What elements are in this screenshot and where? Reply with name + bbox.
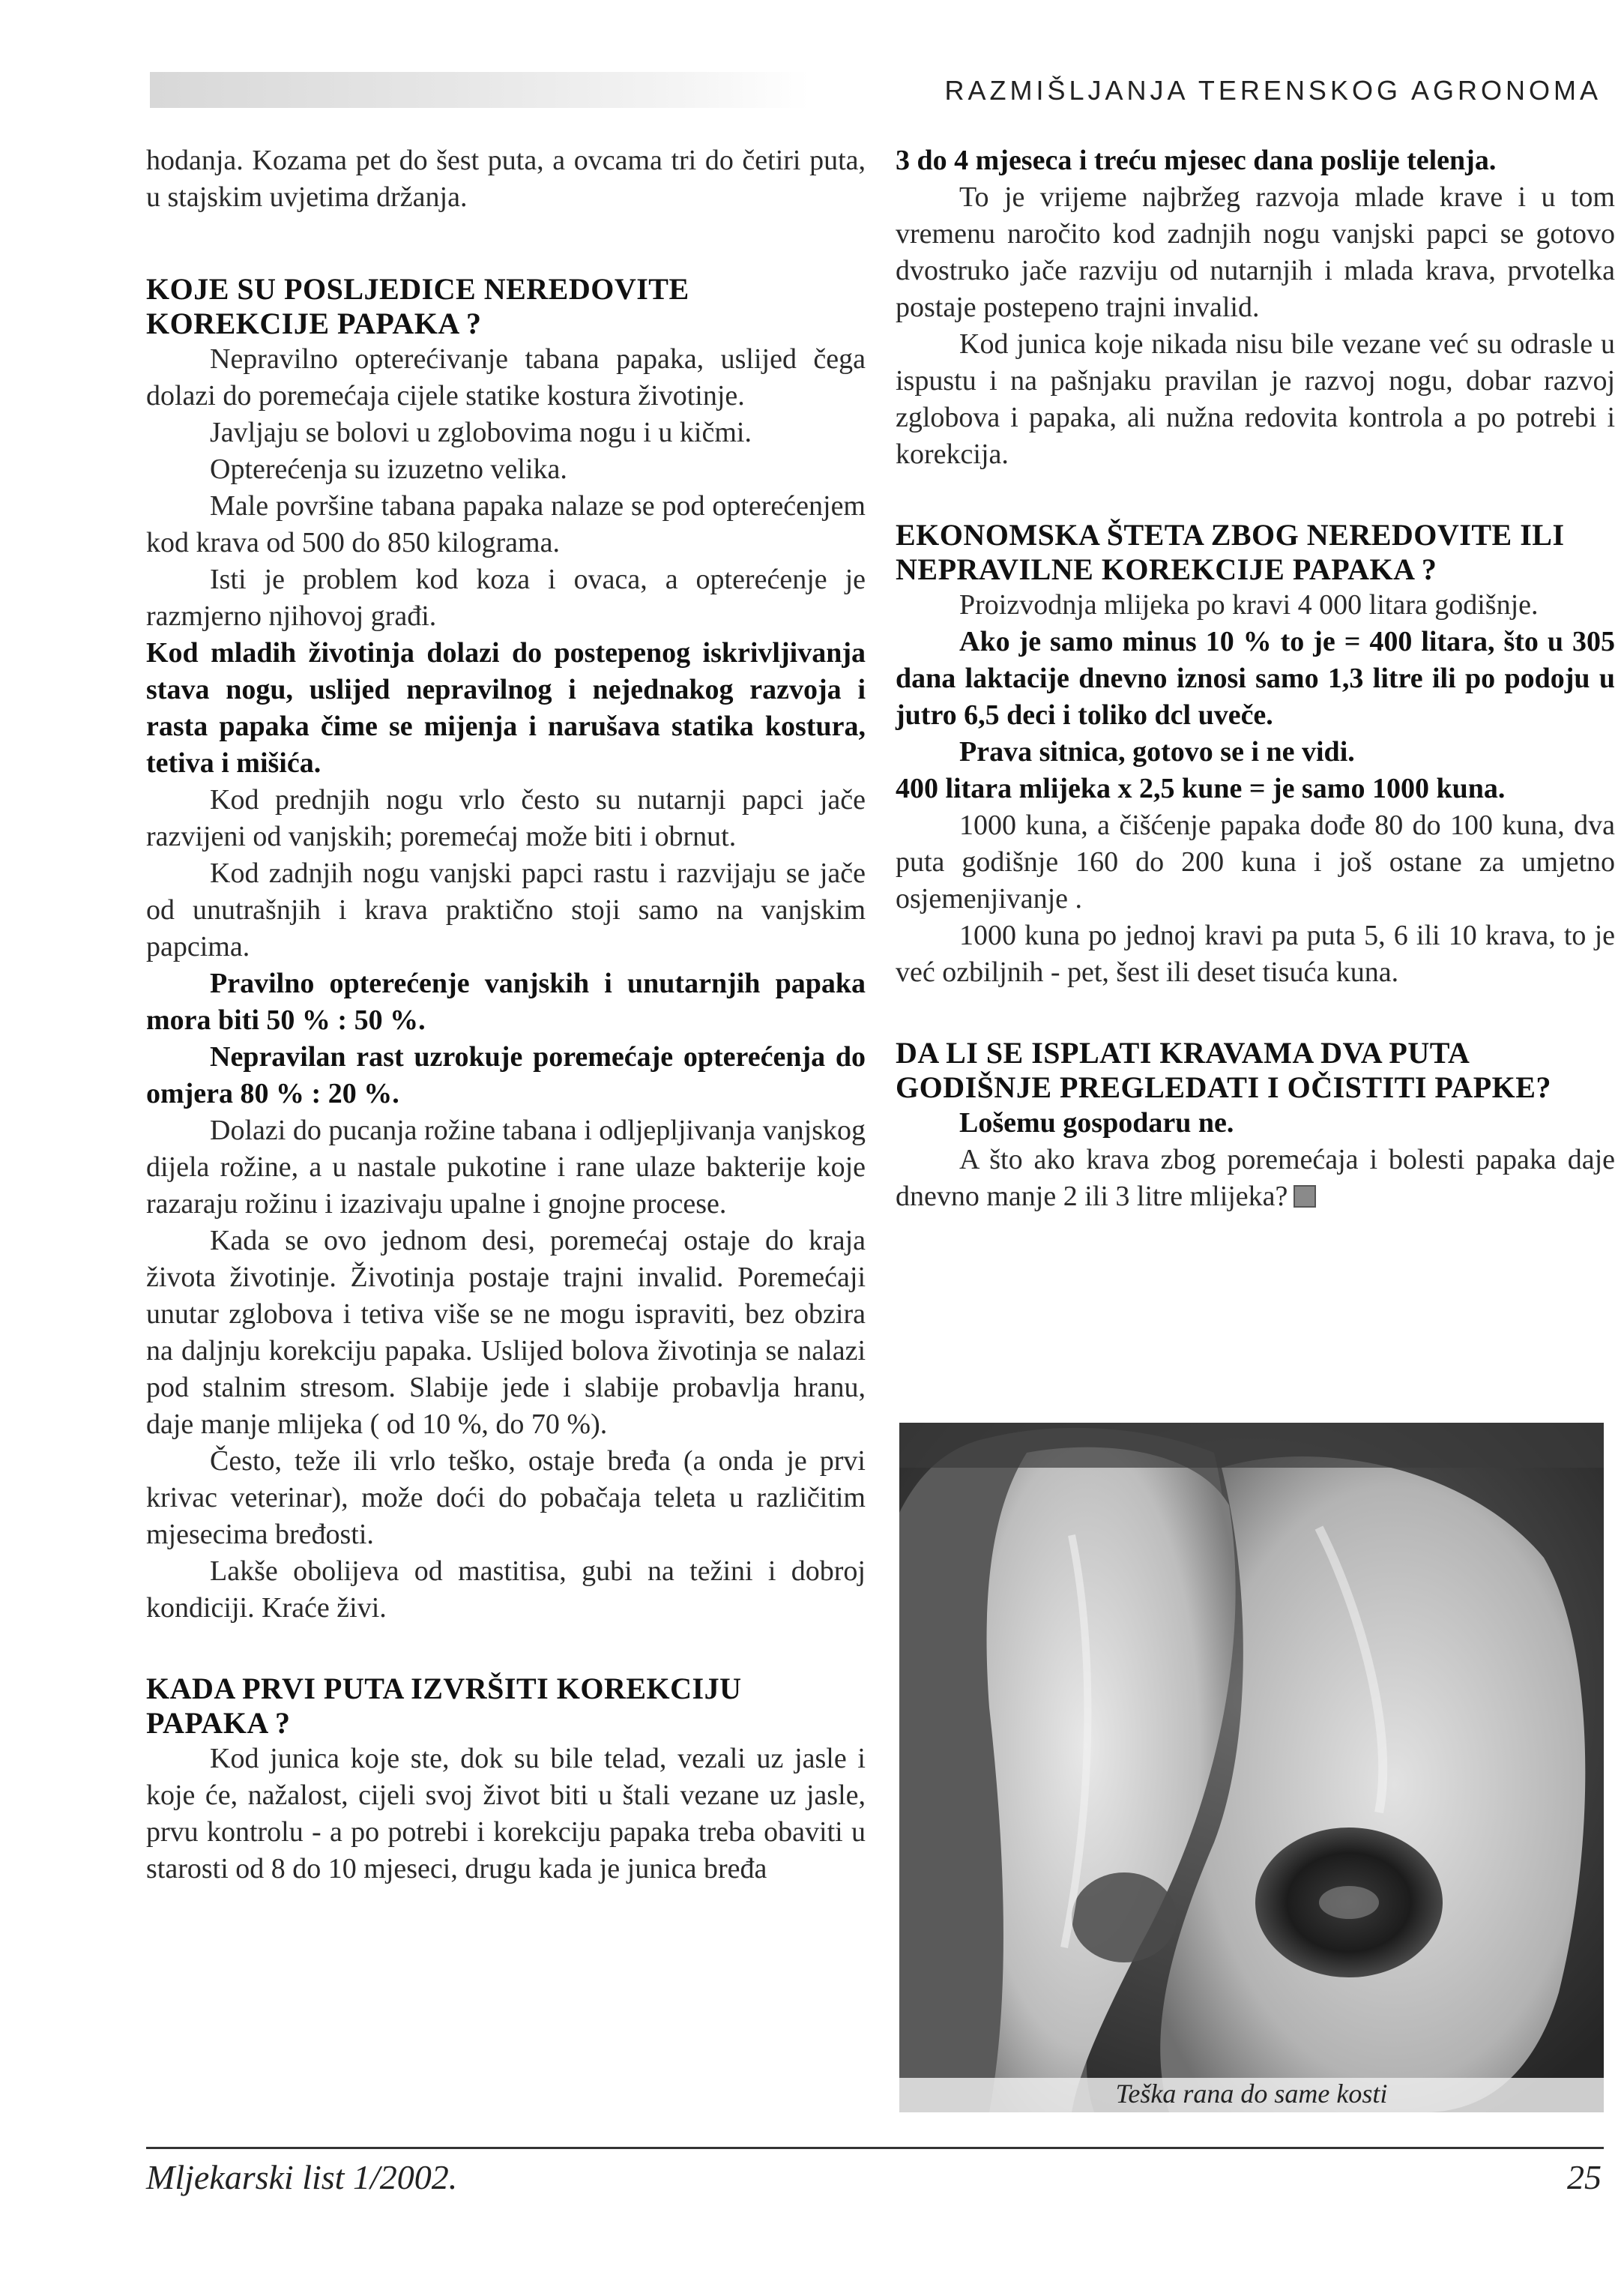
section-heading-economic-damage: EKONOMSKA ŠTETA ZBOG NEREDOVITE ILI NEPRAVILNE KOREKCIJE PAPAKA ? <box>896 518 1565 586</box>
paragraph: Lakše obolijeva od mastitisa, gubi na težini i dobroj kondiciji. Kraće živi. <box>146 1555 866 1624</box>
photo-caption: Teška rana do same kosti <box>899 2078 1604 2112</box>
intro-paragraph: hodanja. Kozama pet do šest puta, a ovcama tri do četiri puta, u stajskim uvjetima držanja. <box>146 145 866 213</box>
page-number: 25 <box>1567 2158 1602 2196</box>
right-column <box>896 142 1615 1215</box>
section-heading-consequences: KOJE SU POSLJEDICE NEREDOVITE KOREKCIJE PAPAKA ? <box>146 272 689 340</box>
running-head: RAZMIŠLJANJA TERENSKOG AGRONOMA <box>944 75 1602 106</box>
footer-rule <box>146 2147 1604 2149</box>
continued-bold-paragraph: 3 do 4 mjeseca i treću mjesec dana poslije telenja. <box>896 145 1497 176</box>
paragraph: Kod zadnjih nogu vanjski papci rastu i razvijaju se jače od unutrašnjih i krava praktično stoji samo na vanjskim papcima. <box>146 858 866 962</box>
bold-run: prvu kontrolu - a po potrebi i korekciju papaka treba obaviti u starosti od 8 do 10 mjeseci, drugu kada je junica bređa <box>146 1816 866 1884</box>
paragraph: Dolazi do pucanja rožine tabana i odljepljivanja vanjskog dijela rožine, a u nastale pukotine i rane ulaze bakterije koje razaraju rožinu i izazivaju upalne i gnojne procese. <box>146 1115 866 1220</box>
publication-name: Mljekarski list 1/2002. <box>146 2158 458 2196</box>
text-run: Kod junica koje ste, dok su bile telad, vezali uz jasle i koje će, nažalost, cijeli svoj život biti u štali vezane uz jasle, <box>146 1743 866 1811</box>
bold-paragraph: Ako je samo minus 10 % to je = 400 litara, što u 305 dana laktacije dnevno iznosi samo 1,3 litre ili po podoju u jutro 6,5 deci i toliko dcl uveče. <box>896 626 1615 731</box>
paragraph: Javljaju se bolovi u zglobovima nogu i u kičmi. <box>210 417 752 448</box>
bold-paragraph: Kod mladih životinja dolazi do postepenog iskrivljivanja stava nogu, uslijed nepravilnog i nejednakog razvoja i rasta papaka čime se mijenja i narušava statika kostura, tetiva i mišića. <box>146 637 866 779</box>
end-of-article-icon <box>1294 1185 1316 1208</box>
header-decorative-bar <box>150 72 809 108</box>
text-run: (a onda je prvi krivac veterinar), može doći do pobačaja teleta u različitim mjesecima bređosti. <box>146 1445 866 1550</box>
paragraph: Male površine tabana papaka nalaze se pod opterećenjem kod krava od 500 do 850 kilograma. <box>146 490 866 558</box>
text-run: Životinja postaje trajni invalid. Poremećaji unutar zglobova i tetiva više se ne mogu ispraviti, bez obzira na daljnju korekciju papaka. Uslijed bolova životinja se nalazi pod stalnim stresom. Slabije jede i slabije probavlja hranu, daje manje mlijeka ( od 10 %, do 70 %). <box>146 1262 866 1440</box>
paragraph: Kod prednjih nogu vrlo često su nutarnji papci jače razvijeni od vanjskih; poremećaj može biti i obrnut. <box>146 784 866 852</box>
text-run: A što ako krava zbog poremećaja i bolesti papaka daje dnevno manje 2 ili 3 litre mlijeka? <box>896 1144 1615 1212</box>
paragraph: 1000 kuna po jednoj kravi pa puta 5, 6 ili 10 krava, to je već ozbiljnih - pet, šest ili deset tisuća kuna. <box>896 920 1615 988</box>
paragraph: Kod junica koje nikada nisu bile vezane već su odrasle u ispustu i na pašnjaku pravilan je razvoj nogu, dobar razvoj zglobova i papaka, ali nužna redovita kontrola a po potrebi i korekcija. <box>896 328 1615 470</box>
paragraph <box>896 1142 1615 1215</box>
left-column <box>146 142 866 1887</box>
paragraph: Isti je problem kod koza i ovaca, a opterećenje je razmjerno njihovoj građi. <box>146 564 866 632</box>
bold-run: Kada se ovo jednom desi, poremećaj ostaje do kraja života životinje. <box>146 1225 866 1293</box>
bold-run: Često, teže ili vrlo teško, ostaje bređa <box>210 1445 671 1477</box>
bold-paragraph: Prava sitnica, gotovo se i ne vidi. <box>959 736 1355 768</box>
bold-paragraph: Lošemu gospodaru ne. <box>959 1107 1234 1139</box>
mixed-paragraph <box>146 1223 866 1443</box>
bold-paragraph: Pravilno opterećenje vanjskih i unutarnjih papaka mora biti 50 % : 50 %. <box>146 968 866 1036</box>
paragraph: 1000 kuna, a čišćenje papaka dođe 80 do 100 kuna, dva puta godišnje 160 do 200 kuna i još ostane za umjetno osjemenjivanje . <box>896 810 1615 914</box>
paragraph: To je vrijeme najbržeg razvoja mlade krave i u tom vremenu naročito kod zadnjih nogu vanjski papci se gotovo dvostruko jače razviju od nutarnjih i mlada krava, prvotelka postaje postepeno trajni invalid. <box>896 181 1615 323</box>
paragraph: Opterećenja su izuzetno velika. <box>210 454 567 485</box>
paragraph: Nepravilno opterećivanje tabana papaka, uslijed čega dolazi do poremećaja cijele statike kostura životinje. <box>146 343 866 412</box>
mixed-paragraph <box>146 1741 866 1887</box>
section-heading-worth-it: DA LI SE ISPLATI KRAVAMA DVA PUTA GODIŠNJE PREGLEDATI I OČISTITI PAPKE? <box>896 1036 1551 1104</box>
paragraph: Proizvodnja mlijeka po kravi 4 000 litara godišnje. <box>959 589 1539 621</box>
hoof-photo-drawing <box>899 1423 1604 2112</box>
hoof-wound-photo <box>899 1423 1604 2112</box>
section-heading-first-correction: KADA PRVI PUTA IZVRŠITI KOREKCIJU PAPAKA ? <box>146 1672 742 1740</box>
mixed-paragraph <box>146 1443 866 1553</box>
bold-paragraph: Nepravilan rast uzrokuje poremećaje opterećenja do omjera 80 % : 20 %. <box>146 1041 866 1109</box>
bold-paragraph: 400 litara mlijeka x 2,5 kune = je samo 1000 kuna. <box>896 773 1506 804</box>
